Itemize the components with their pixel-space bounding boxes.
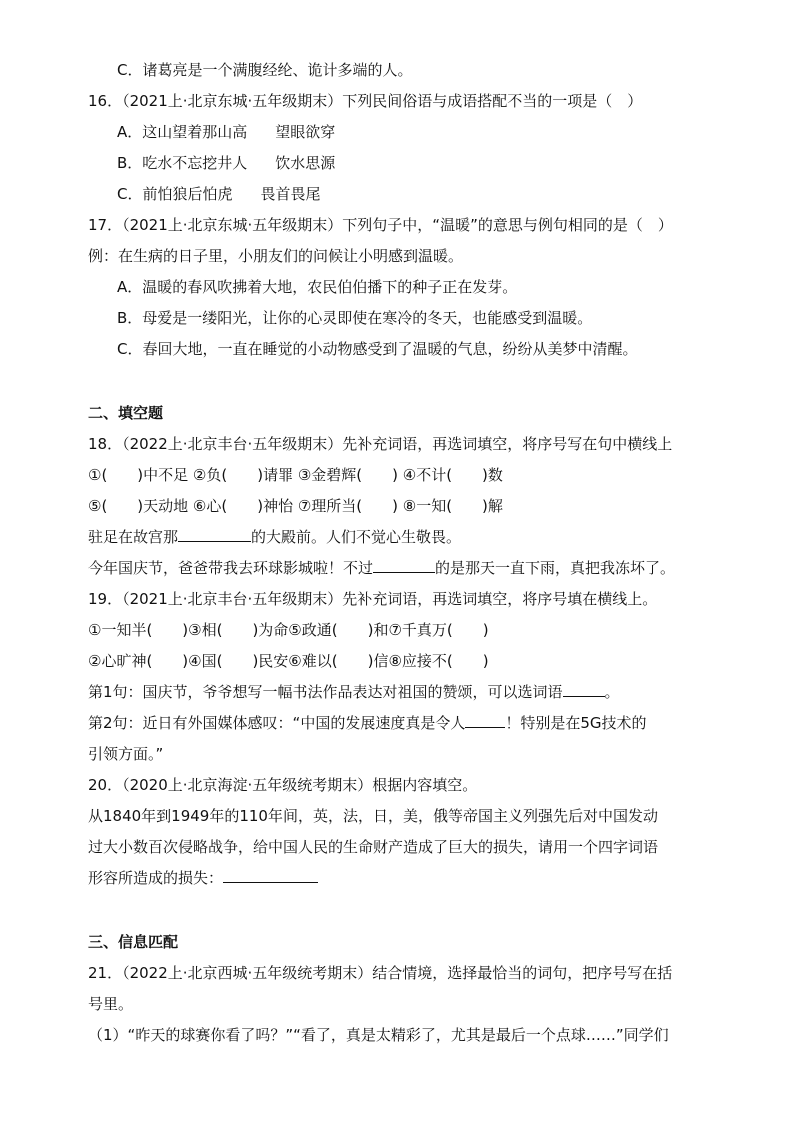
q20-text-line-1: 从1840年到1949年的110年间，英，法，日，美，俄等帝国主义列强先后对中国发动	[88, 807, 658, 825]
q19-word-row-1: ①一知半( )③相( )为命⑤政通( )和⑦千真万( )	[88, 621, 489, 639]
q20-stem: 20．（2020上·北京海淀·五年级统考期末）根据内容填空。	[88, 776, 478, 794]
q19-sentence-2: 第2句：近日有外国媒体感叹：“中国的发展速度真是令人 ！特别是在5G技术的	[88, 714, 647, 732]
q21-sub-question-1: （1）“昨天的球赛你看了吗？”“看了，真是太精彩了，尤其是最后一个点球……”同学们	[88, 1026, 669, 1044]
q16-option-a: A．这山望着那山高 望眼欲穿	[117, 123, 336, 141]
section-heading-matching: 三、信息匹配	[88, 933, 179, 951]
answer-blank[interactable]	[465, 713, 505, 728]
q19-sentence-1: 第1句：国庆节，爷爷想写一幅书法作品表达对祖国的赞颂，可以选词语 。	[88, 683, 620, 701]
q20-text-line-2: 过大小数百次侵略战争，给中国人民的生命财产造成了巨大的损失，请用一个四字词语	[88, 838, 659, 856]
q19-sentence-2-cont: 引领方面。”	[88, 745, 164, 763]
answer-blank[interactable]	[223, 868, 318, 883]
q19-stem: 19．（2021上·北京丰台·五年级期末）先补充词语，再选词填空，将序号填在横线上。	[88, 590, 658, 608]
q18-word-row-1: ①( )中不足 ②负( )请罪 ③金碧辉( ) ④不计( )数	[88, 466, 503, 484]
q16-option-c: C．前怕狼后怕虎 畏首畏尾	[117, 185, 321, 203]
q17-option-c: C．春回大地，一直在睡觉的小动物感受到了温暖的气息，纷纷从美梦中清醒。	[117, 340, 638, 358]
answer-blank[interactable]	[178, 527, 251, 542]
q20-text-line-3: 形容所造成的损失：	[88, 868, 318, 888]
q18-sentence-2: 今年国庆节，爸爸带我去环球影城啦！不过 的是那天一直下雨，真把我冻坏了。	[88, 559, 676, 577]
q15-option-c: C．诸葛亮是一个满腹经纶、诡计多端的人。	[117, 61, 413, 79]
q19-word-row-2: ②心旷神( )④国( )民安⑥难以( )信⑧应接不( )	[88, 652, 489, 670]
q17-example: 例：在生病的日子里，小朋友们的问候让小明感到温暖。	[88, 247, 464, 265]
q16-stem: 16．（2021上·北京东城·五年级期末）下列民间俗语与成语搭配不当的一项是（ ）	[88, 92, 643, 110]
answer-blank[interactable]	[373, 558, 435, 573]
q17-option-b: B．母爱是一缕阳光，让你的心灵即使在寒冷的冬天，也能感受到温暖。	[117, 309, 593, 327]
q21-stem-cont: 号里。	[88, 995, 134, 1013]
q18-sentence-1: 驻足在故宫那 的大殿前。人们不觉心生敬畏。	[88, 528, 462, 546]
section-heading-fill-in: 二、填空题	[88, 404, 164, 422]
q18-stem: 18．（2022上·北京丰台·五年级期末）先补充词语，再选词填空，将序号写在句中横线上	[88, 435, 673, 453]
q17-stem: 17．（2021上·北京东城·五年级期末）下列句子中，“温暖”的意思与例句相同的是（ ）	[88, 216, 673, 234]
answer-blank[interactable]	[563, 682, 605, 697]
q18-word-row-2: ⑤( )天动地 ⑥心( )神怡 ⑦理所当( ) ⑧一知( )解	[88, 497, 503, 515]
q17-option-a: A．温暖的春风吹拂着大地，农民伯伯播下的种子正在发芽。	[117, 278, 518, 296]
q16-option-b: B．吃水不忘挖井人 饮水思源	[117, 154, 336, 172]
q21-stem: 21．（2022上·北京西城·五年级统考期末）结合情境，选择最恰当的词句，把序号写在括	[88, 964, 673, 982]
